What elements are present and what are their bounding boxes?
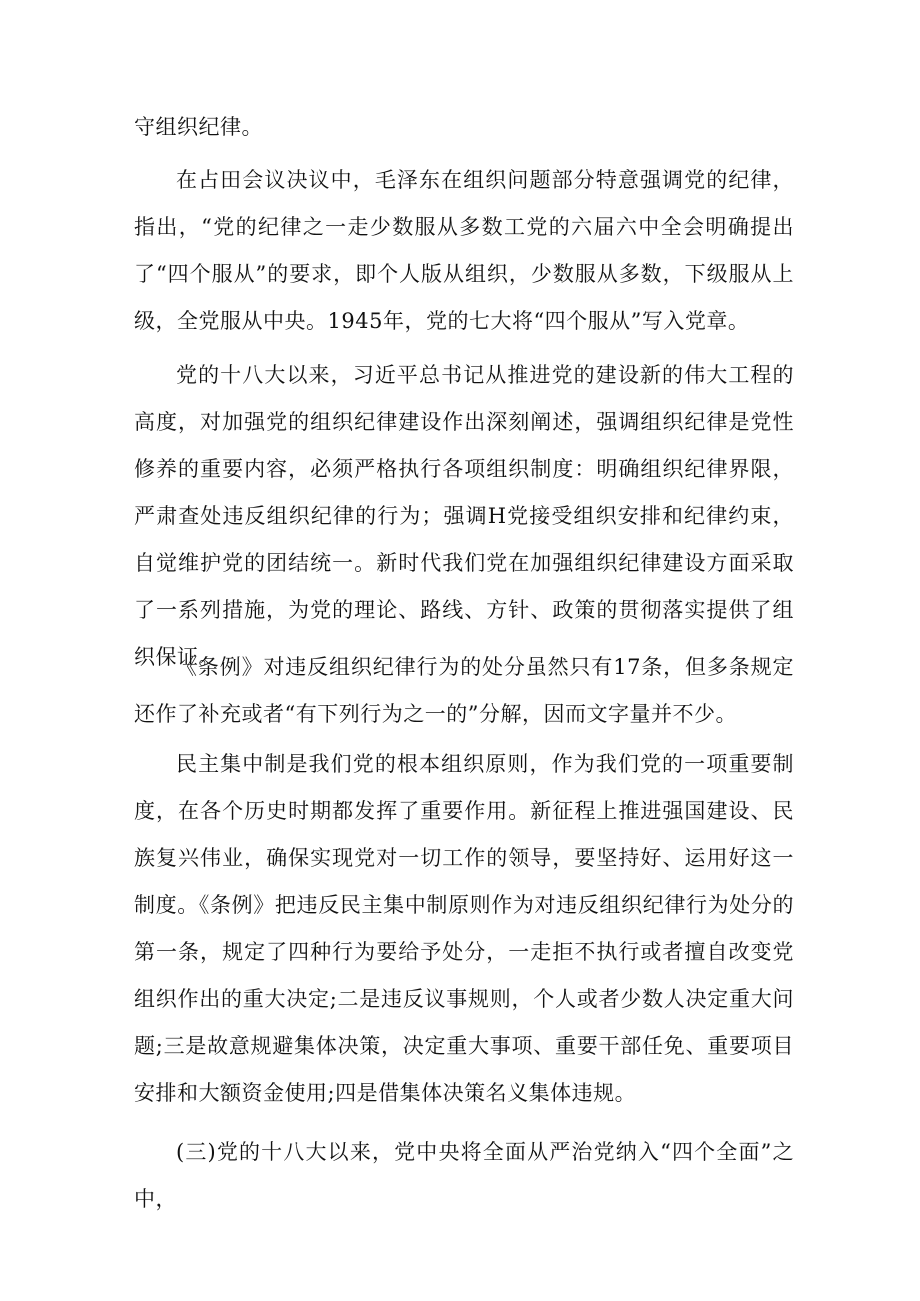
paragraph-eighteenth-congress: 党的十八大以来，习近平总书记从推进党的建设新的伟大工程的高度，对加强党的组织纪律建设作出深刻阐述，强调组织纪律是党性修养的重要内容，必须严格执行各项组织制度：明确组织纪律界限，严肃查处违反组织纪律的行为；强调H党接受组织安排和纪律约束，自觉维护党的团结统一。新时代我们党在加强组织纪律建设方面采取了一系列措施，为党的理论、路线、方针、政策的贯彻落实提供了组织保证。 (134, 363, 794, 669)
paragraph-continuation: 守组织纪律。 (134, 115, 263, 139)
paragraph-regulations-count: 《条例》对违反组织纪律行为的处分虽然只有17条，但多条规定还作了补充或者“有下列行为之一的”分解，因而文字量并不少。 (134, 655, 794, 726)
paragraph-section-three: (三)党的十八大以来，党中央将全面从严治党纳入“四个全面”之中， (134, 1140, 794, 1211)
paragraph-democratic-centralism: 民主集中制是我们党的根本组织原则，作为我们党的一项重要制度，在各个历史时期都发挥了重要作用。新征程上推进强国建设、民族复兴伟业，确保实现党对一切工作的领导，要坚持好、运用好这一制度。《条例》把违反民主集中制原则作为对违反组织纪律行为处分的第一条，规定了四种行为要给予处分，一走拒不执行或者擅自改变党组织作出的重大决定;二是违反议事规则，个人或者少数人决定重大问题;三是故意规避集体决策，决定重大事项、重要干部任免、重要项目安排和大额资金使用;四是借集体决策名义集体违规。 (134, 752, 794, 1105)
paragraph-gutian-conference: 在占田会议决议中，毛泽东在组织问题部分特意强调党的纪律，指出，“党的纪律之一走少数服从多数工党的六届六中全会明确提出了“四个服从”的要求，即个人版从组织，少数服从多数，下级服从上级，全党服从中央。1945年，党的七大将“四个服从”写入党章。 (134, 168, 794, 333)
